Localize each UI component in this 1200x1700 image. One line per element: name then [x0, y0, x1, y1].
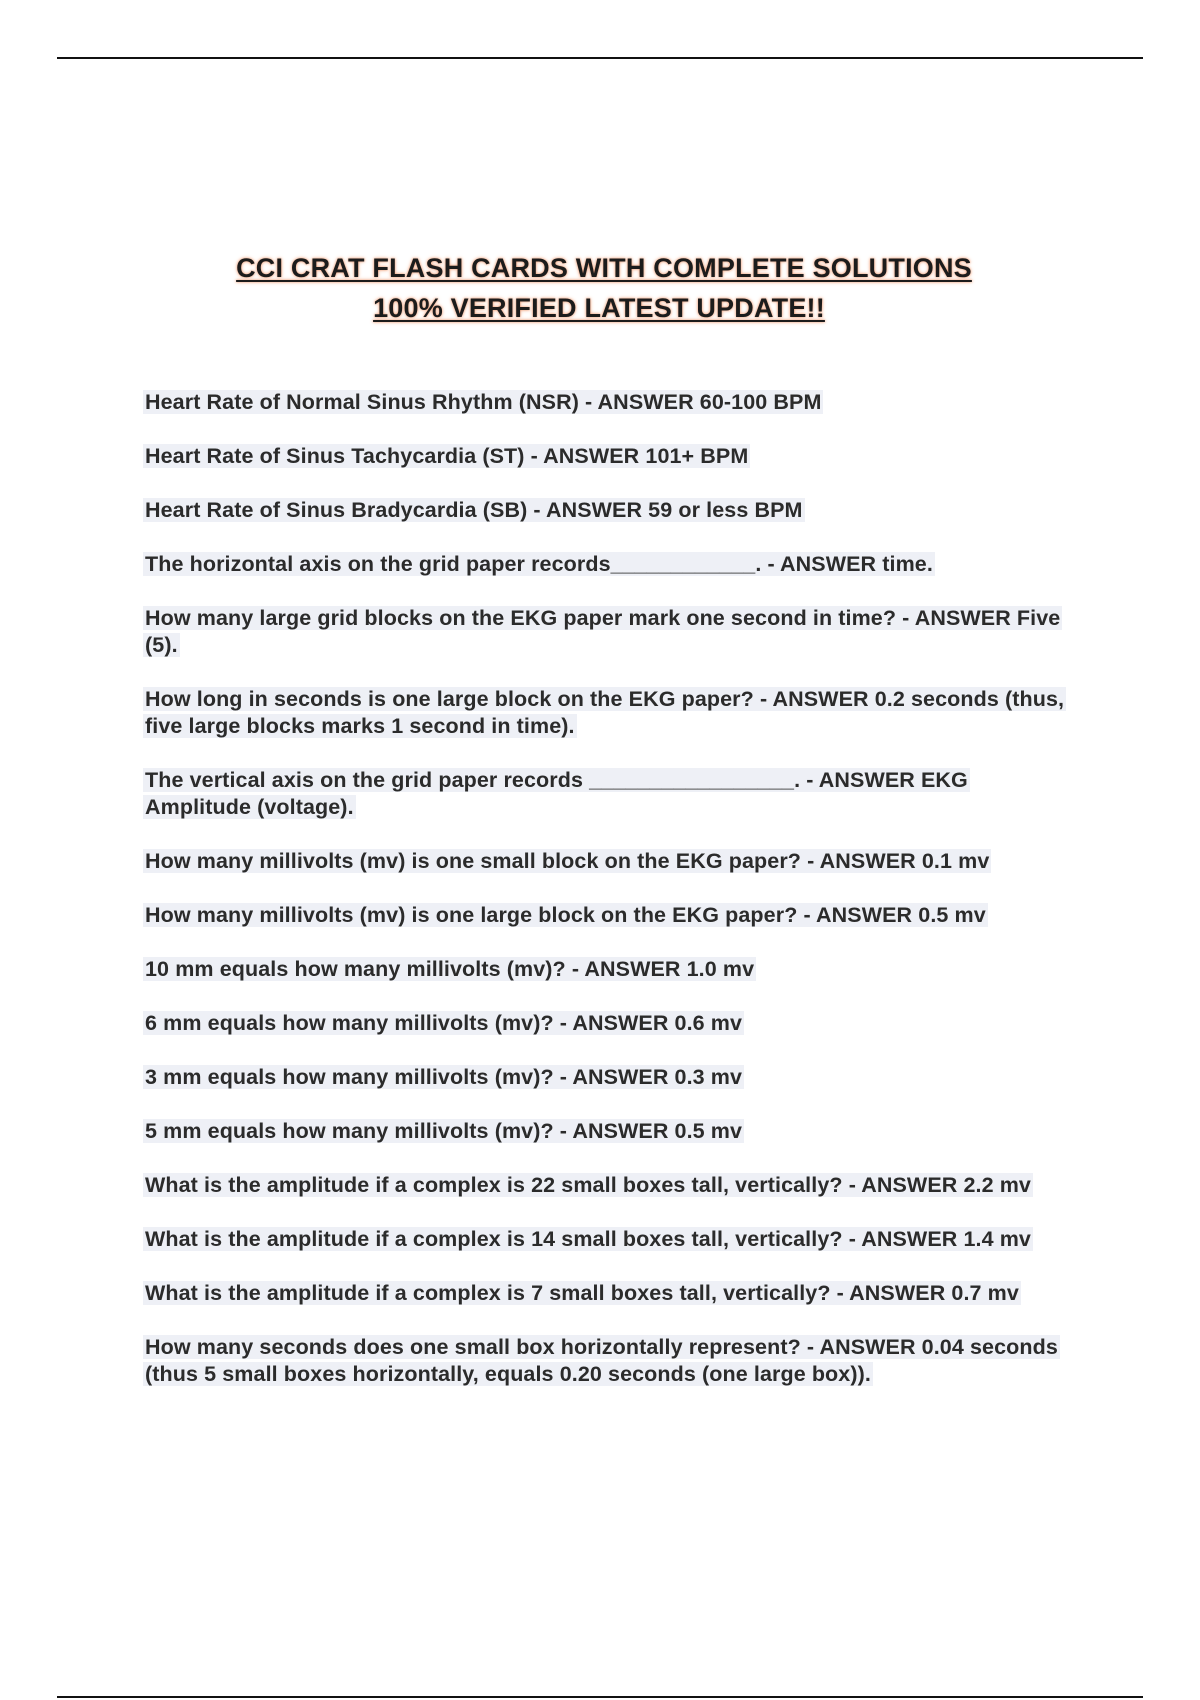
- flashcard-item: Heart Rate of Normal Sinus Rhythm (NSR) - ANSWER 60-100 BPM: [145, 390, 822, 414]
- flashcard-item: How long in seconds is one large block on the EKG paper? - ANSWER 0.2 seconds (thus, five large blocks marks 1 second in time).: [145, 687, 1065, 738]
- flashcard-item: The vertical axis on the grid paper records _________________. - ANSWER EKG Amplitude (voltage).: [145, 768, 968, 819]
- flashcard-item: 10 mm equals how many millivolts (mv)? - ANSWER 1.0 mv: [145, 957, 755, 981]
- flashcard-item: How many millivolts (mv) is one small block on the EKG paper? - ANSWER 0.1 mv: [145, 849, 990, 873]
- flashcard-item: Heart Rate of Sinus Tachycardia (ST) - ANSWER 101+ BPM: [145, 444, 749, 468]
- flashcard-item: The horizontal axis on the grid paper records____________. - ANSWER time.: [145, 552, 933, 576]
- flashcard-item: What is the amplitude if a complex is 7 small boxes tall, vertically? - ANSWER 0.7 mv: [145, 1281, 1019, 1305]
- top-divider: [57, 57, 1143, 59]
- flashcard-item: How many millivolts (mv) is one large block on the EKG paper? - ANSWER 0.5 mv: [145, 903, 986, 927]
- flashcard-list: [143, 389, 1073, 1415]
- flashcard-item: How many large grid blocks on the EKG paper mark one second in time? - ANSWER Five (5).: [145, 606, 1061, 657]
- flashcard-item: 5 mm equals how many millivolts (mv)? - ANSWER 0.5 mv: [145, 1119, 743, 1143]
- flashcard-item: How many seconds does one small box horizontally represent? - ANSWER 0.04 seconds (thus 5 small boxes horizontally, equals 0.20 seconds (one large box)).: [145, 1335, 1058, 1386]
- flashcard-item: Heart Rate of Sinus Bradycardia (SB) - ANSWER 59 or less BPM: [145, 498, 803, 522]
- title-line-2: 100% VERIFIED LATEST UPDATE!!: [373, 293, 825, 323]
- bottom-divider: [57, 1696, 1143, 1698]
- document-title: [0, 248, 1200, 328]
- flashcard-item: What is the amplitude if a complex is 22 small boxes tall, vertically? - ANSWER 2.2 mv: [145, 1173, 1031, 1197]
- flashcard-item: What is the amplitude if a complex is 14 small boxes tall, vertically? - ANSWER 1.4 mv: [145, 1227, 1031, 1251]
- flashcard-item: 3 mm equals how many millivolts (mv)? - ANSWER 0.3 mv: [145, 1065, 743, 1089]
- title-line-1: CCI CRAT FLASH CARDS WITH COMPLETE SOLUTIONS: [236, 253, 972, 283]
- flashcard-item: 6 mm equals how many millivolts (mv)? - ANSWER 0.6 mv: [145, 1011, 743, 1035]
